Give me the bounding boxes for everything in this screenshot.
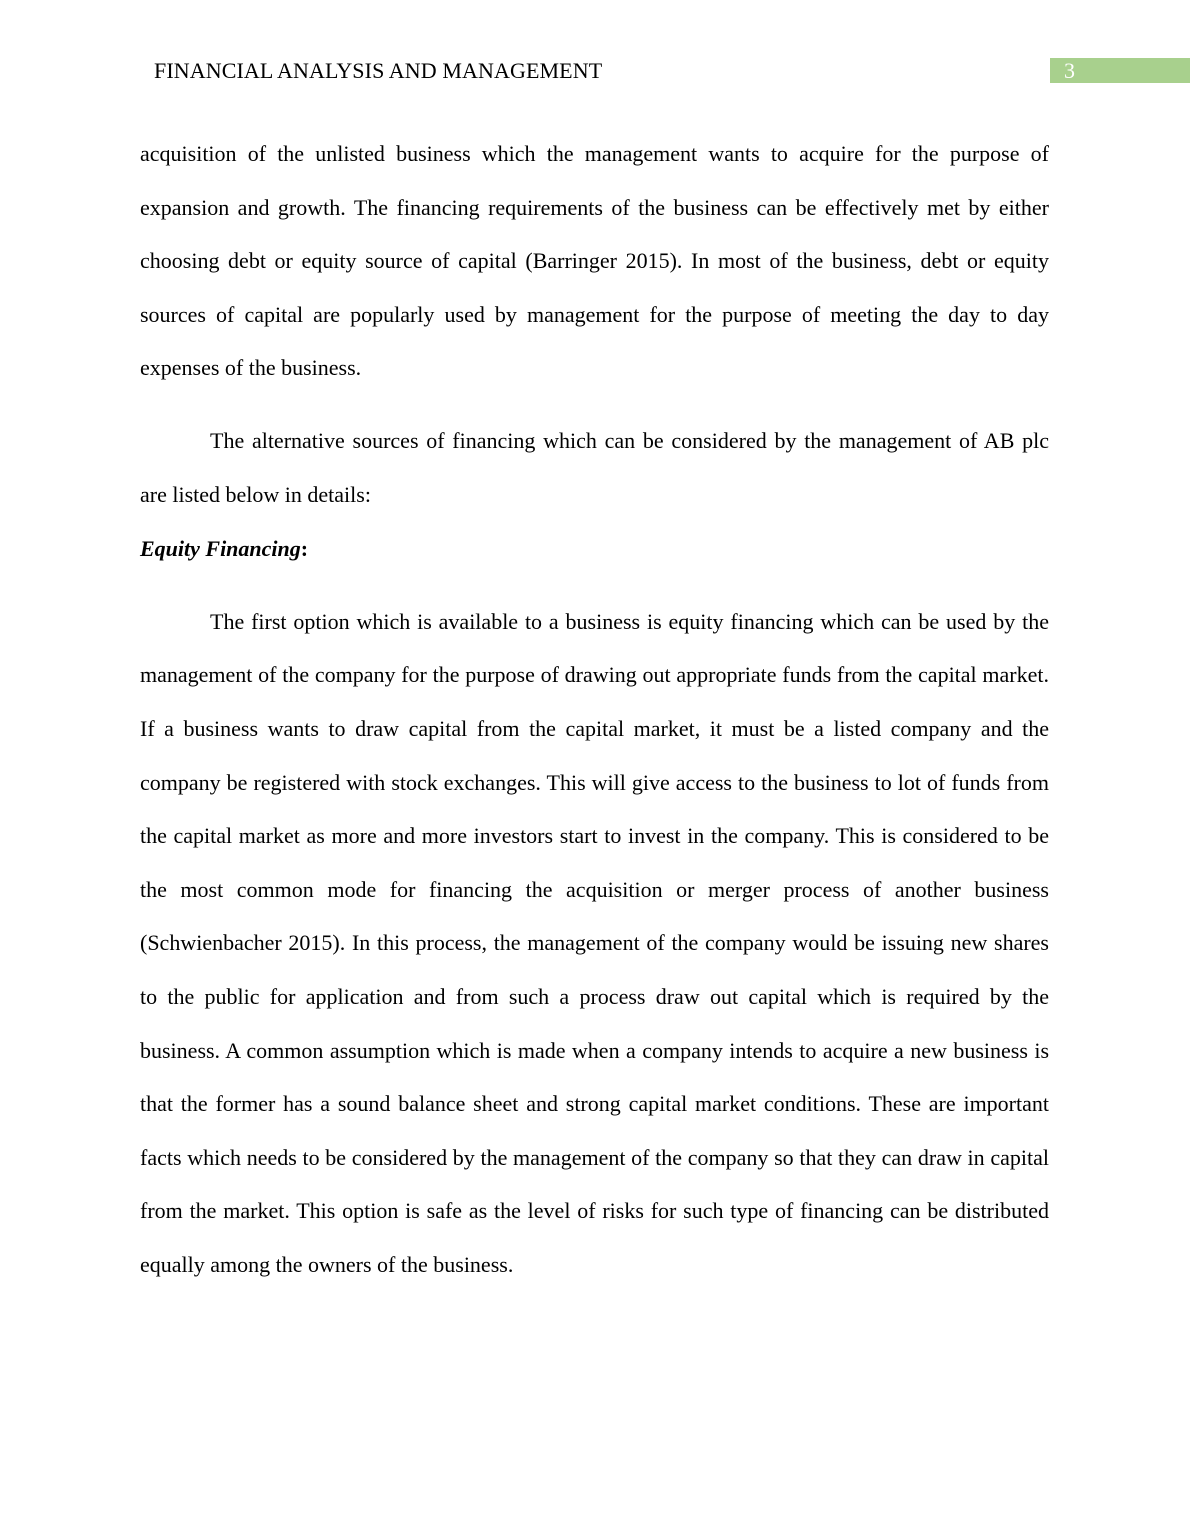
body-paragraph-continuation: acquisition of the unlisted business which the management wants to acquire for the purpose of expansion and growth. The financing requirements of the business can be effectively met by either choosing debt or equity source of capital (Barringer 2015). In most of the business, debt or equity sources of capital are popularly used by management for the purpose of meeting the day to day expenses of the business. — [140, 141, 1049, 381]
section-heading-text: Equity Financing — [140, 535, 301, 561]
body-paragraph-equity-financing: The first option which is available to a business is equity financing which can be used by the management of the company for the purpose of drawing out appropriate funds from the capital market. If a business wants to draw capital from the capital market, it must be a listed company and the company be registered with stock exchanges. This will give access to the business to lot of funds from the capital market as more and more investors start to invest in the company. This is considered to be the most common mode for financing the acquisition or merger process of another business (Schwienbacher 2015). In this process, the management of the company would be issuing new shares to the public for application and from such a process draw out capital which is required by the business. A common assumption which is made when a company intends to acquire a new business is that the former has a sound balance sheet and strong capital market conditions. These are important facts which needs to be considered by the management of the company so that they can draw in capital from the market. This option is safe as the level of risks for such type of financing can be distributed equally among the owners of the business. — [140, 608, 1049, 1277]
running-header-title: FINANCIAL ANALYSIS AND MANAGEMENT — [154, 58, 603, 83]
page-number-band — [1050, 58, 1190, 83]
body-paragraph-alternatives-intro: The alternative sources of financing which can be considered by the management of AB plc are listed below in details: — [140, 428, 1049, 508]
section-heading — [140, 522, 1049, 576]
page-number: 3 — [1064, 58, 1075, 83]
body-text — [140, 127, 1049, 1291]
section-heading-colon: : — [300, 535, 309, 561]
